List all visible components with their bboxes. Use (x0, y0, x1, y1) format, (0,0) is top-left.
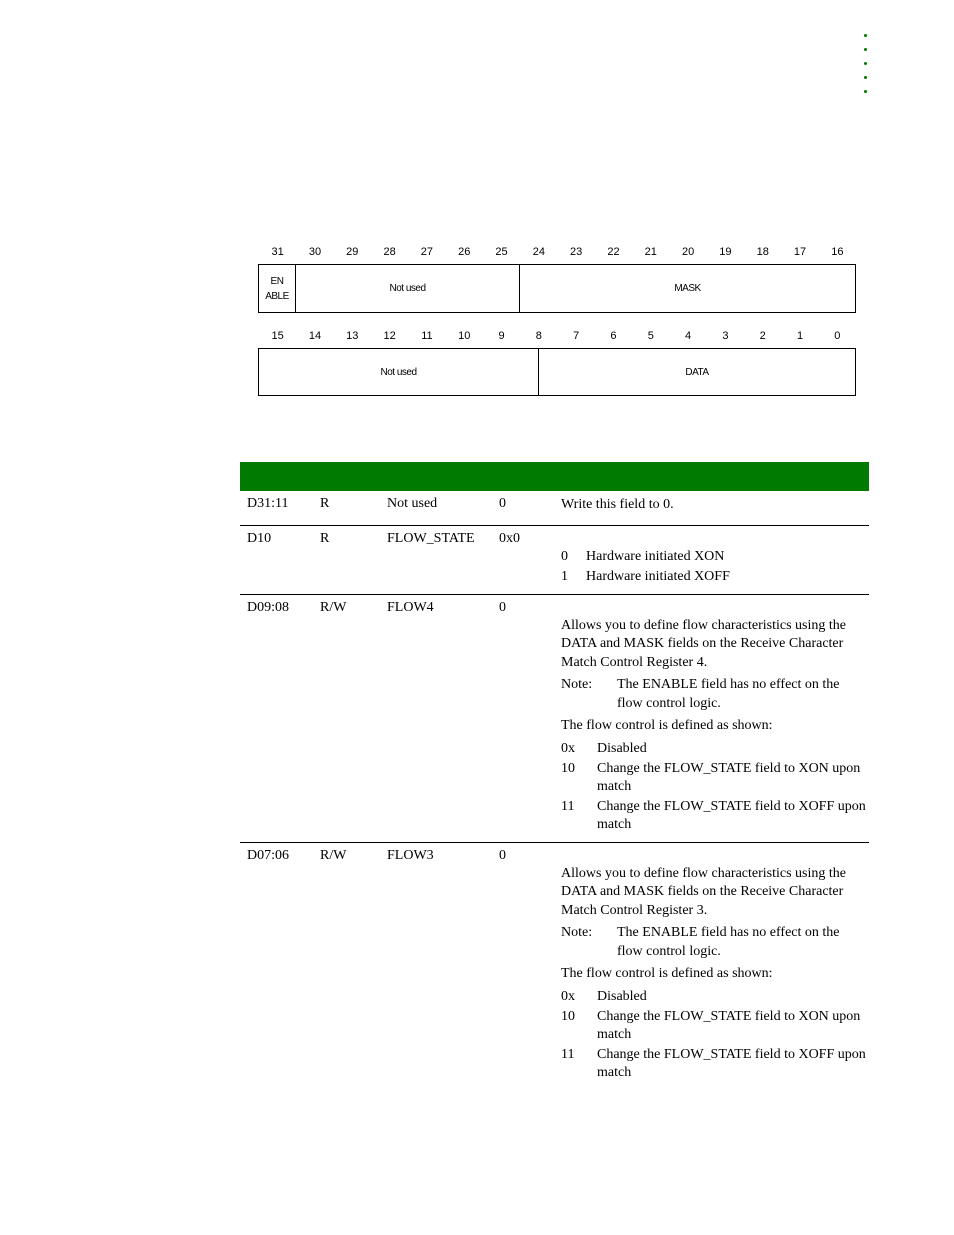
register-fields-high (258, 264, 856, 313)
option-item (561, 1008, 866, 1044)
option-item (561, 988, 866, 1006)
data-field: DATA (685, 366, 709, 378)
not-used-field-high: Not used (296, 265, 520, 312)
flow-control-text: The flow control is defined as shown: (561, 966, 773, 981)
dot (864, 48, 867, 51)
option-item (561, 548, 866, 566)
option-item (561, 798, 866, 834)
enable-field (259, 265, 296, 312)
bit-number: 29 (346, 246, 359, 258)
option-value: Change the FLOW_STATE field to XON upon match (597, 1008, 861, 1042)
bit-numbers-low (259, 330, 856, 342)
bit-number: 9 (498, 330, 505, 342)
mask-field: MASK (674, 283, 701, 294)
bit-number: 26 (458, 246, 471, 258)
bit-number: 1 (796, 330, 804, 342)
mnemonic-cell: FLOW3 (387, 847, 434, 863)
bit-number: 17 (793, 246, 807, 258)
option-value: Change the FLOW_STATE field to XOFF upon match (597, 1046, 866, 1080)
bit-number: 10 (458, 330, 471, 342)
option-key: 11 (561, 798, 575, 814)
option-key: 11 (561, 1046, 575, 1062)
option-item (561, 1046, 866, 1082)
description-cell (561, 491, 866, 525)
dot (864, 76, 867, 79)
enable-label-line2: ABLE (265, 290, 289, 302)
bit-number: 3 (722, 330, 729, 342)
description-text: Allows you to define flow characteristics using the DATA and MASK fields on the Receive Character Match Control Register 3. (561, 865, 846, 918)
bit-number: 12 (383, 330, 396, 342)
option-value: Change the FLOW_STATE field to XOFF upon match (597, 798, 866, 832)
option-key: 0x (561, 988, 575, 1004)
bits-cell: D09:08 (247, 599, 289, 615)
option-value: Hardware initiated XOFF (586, 568, 730, 584)
option-value: Disabled (597, 988, 647, 1004)
note (561, 924, 866, 961)
bit-number: 16 (831, 246, 844, 258)
dot (864, 34, 867, 37)
reset-cell: 0x0 (499, 530, 520, 546)
option-value: Disabled (597, 740, 647, 756)
option-key: 10 (561, 1008, 575, 1024)
bit-number: 4 (685, 330, 692, 342)
bit-number: 11 (421, 330, 433, 342)
bit-numbers-high (259, 246, 856, 258)
bit-number: 19 (719, 246, 732, 258)
bit-number: 18 (756, 246, 769, 258)
flow-control-text: The flow control is defined as shown: (561, 718, 773, 733)
note-text: The ENABLE field has no effect on the flow control logic. (617, 677, 840, 711)
option-key: 1 (561, 568, 568, 584)
note-text: The ENABLE field has no effect on the flow control logic. (617, 925, 840, 959)
bit-number: 0 (834, 330, 841, 342)
bit-number: 25 (495, 246, 508, 258)
register-fields-low (258, 348, 856, 396)
bit-number: 6 (610, 330, 617, 342)
table-header-bar (240, 462, 869, 491)
access-cell: R/W (320, 847, 347, 863)
access-cell: R (320, 496, 330, 511)
reset-cell: 0 (499, 599, 506, 615)
bit-number: 7 (573, 330, 580, 342)
option-key: 0 (561, 548, 568, 564)
bits-cell: D31:11 (247, 496, 289, 511)
access-cell: R (320, 530, 330, 546)
description-cell (561, 595, 866, 842)
dot (864, 90, 867, 93)
bit-number: 2 (759, 330, 766, 342)
bit-number: 14 (308, 330, 322, 342)
bit-number: 13 (346, 330, 359, 342)
not-used-field-low: Not used (259, 349, 539, 395)
dot (864, 62, 867, 65)
bits-cell: D07:06 (247, 847, 289, 863)
reset-cell: 0 (499, 847, 506, 863)
note-label: Note: (561, 677, 593, 692)
bit-number: 15 (271, 330, 284, 342)
register-table (240, 491, 869, 1090)
option-value: Change the FLOW_STATE field to XON upon match (597, 760, 861, 794)
option-item (561, 760, 866, 796)
bit-number: 20 (681, 246, 695, 258)
bit-number: 28 (383, 246, 396, 258)
note-label: Note: (561, 925, 593, 940)
bit-number: 31 (271, 246, 284, 258)
option-item (561, 740, 866, 758)
access-cell: R/W (320, 599, 347, 615)
reset-cell: 0 (499, 496, 506, 511)
table-row (240, 595, 869, 843)
enable-label-line1: EN (270, 275, 284, 287)
mnemonic-cell: FLOW4 (387, 599, 434, 615)
table-row (240, 843, 869, 1090)
description-text: Write this field to 0. (561, 497, 674, 512)
option-key: 10 (561, 760, 575, 776)
table-row (240, 526, 869, 595)
bit-number: 5 (647, 330, 654, 342)
note (561, 676, 866, 713)
bit-number: 8 (535, 330, 542, 342)
bits-cell: D10 (247, 530, 272, 546)
mnemonic-cell: Not used (387, 496, 438, 511)
bit-number: 30 (308, 246, 322, 258)
description-cell (561, 843, 866, 1090)
bit-number: 27 (420, 246, 434, 258)
option-value: Hardware initiated XON (586, 548, 725, 564)
margin-dots (864, 34, 870, 104)
mnemonic-cell: FLOW_STATE (387, 530, 475, 546)
table-row (240, 491, 869, 526)
description-cell (561, 526, 866, 594)
bit-number: 24 (532, 246, 545, 258)
bit-number: 23 (570, 246, 583, 258)
bit-number: 21 (644, 246, 657, 258)
bit-number: 22 (607, 246, 620, 258)
option-item (561, 568, 866, 586)
description-text: Allows you to define flow characteristics using the DATA and MASK fields on the Receive Character Match Control Register 4. (561, 617, 846, 670)
option-key: 0x (561, 740, 575, 756)
